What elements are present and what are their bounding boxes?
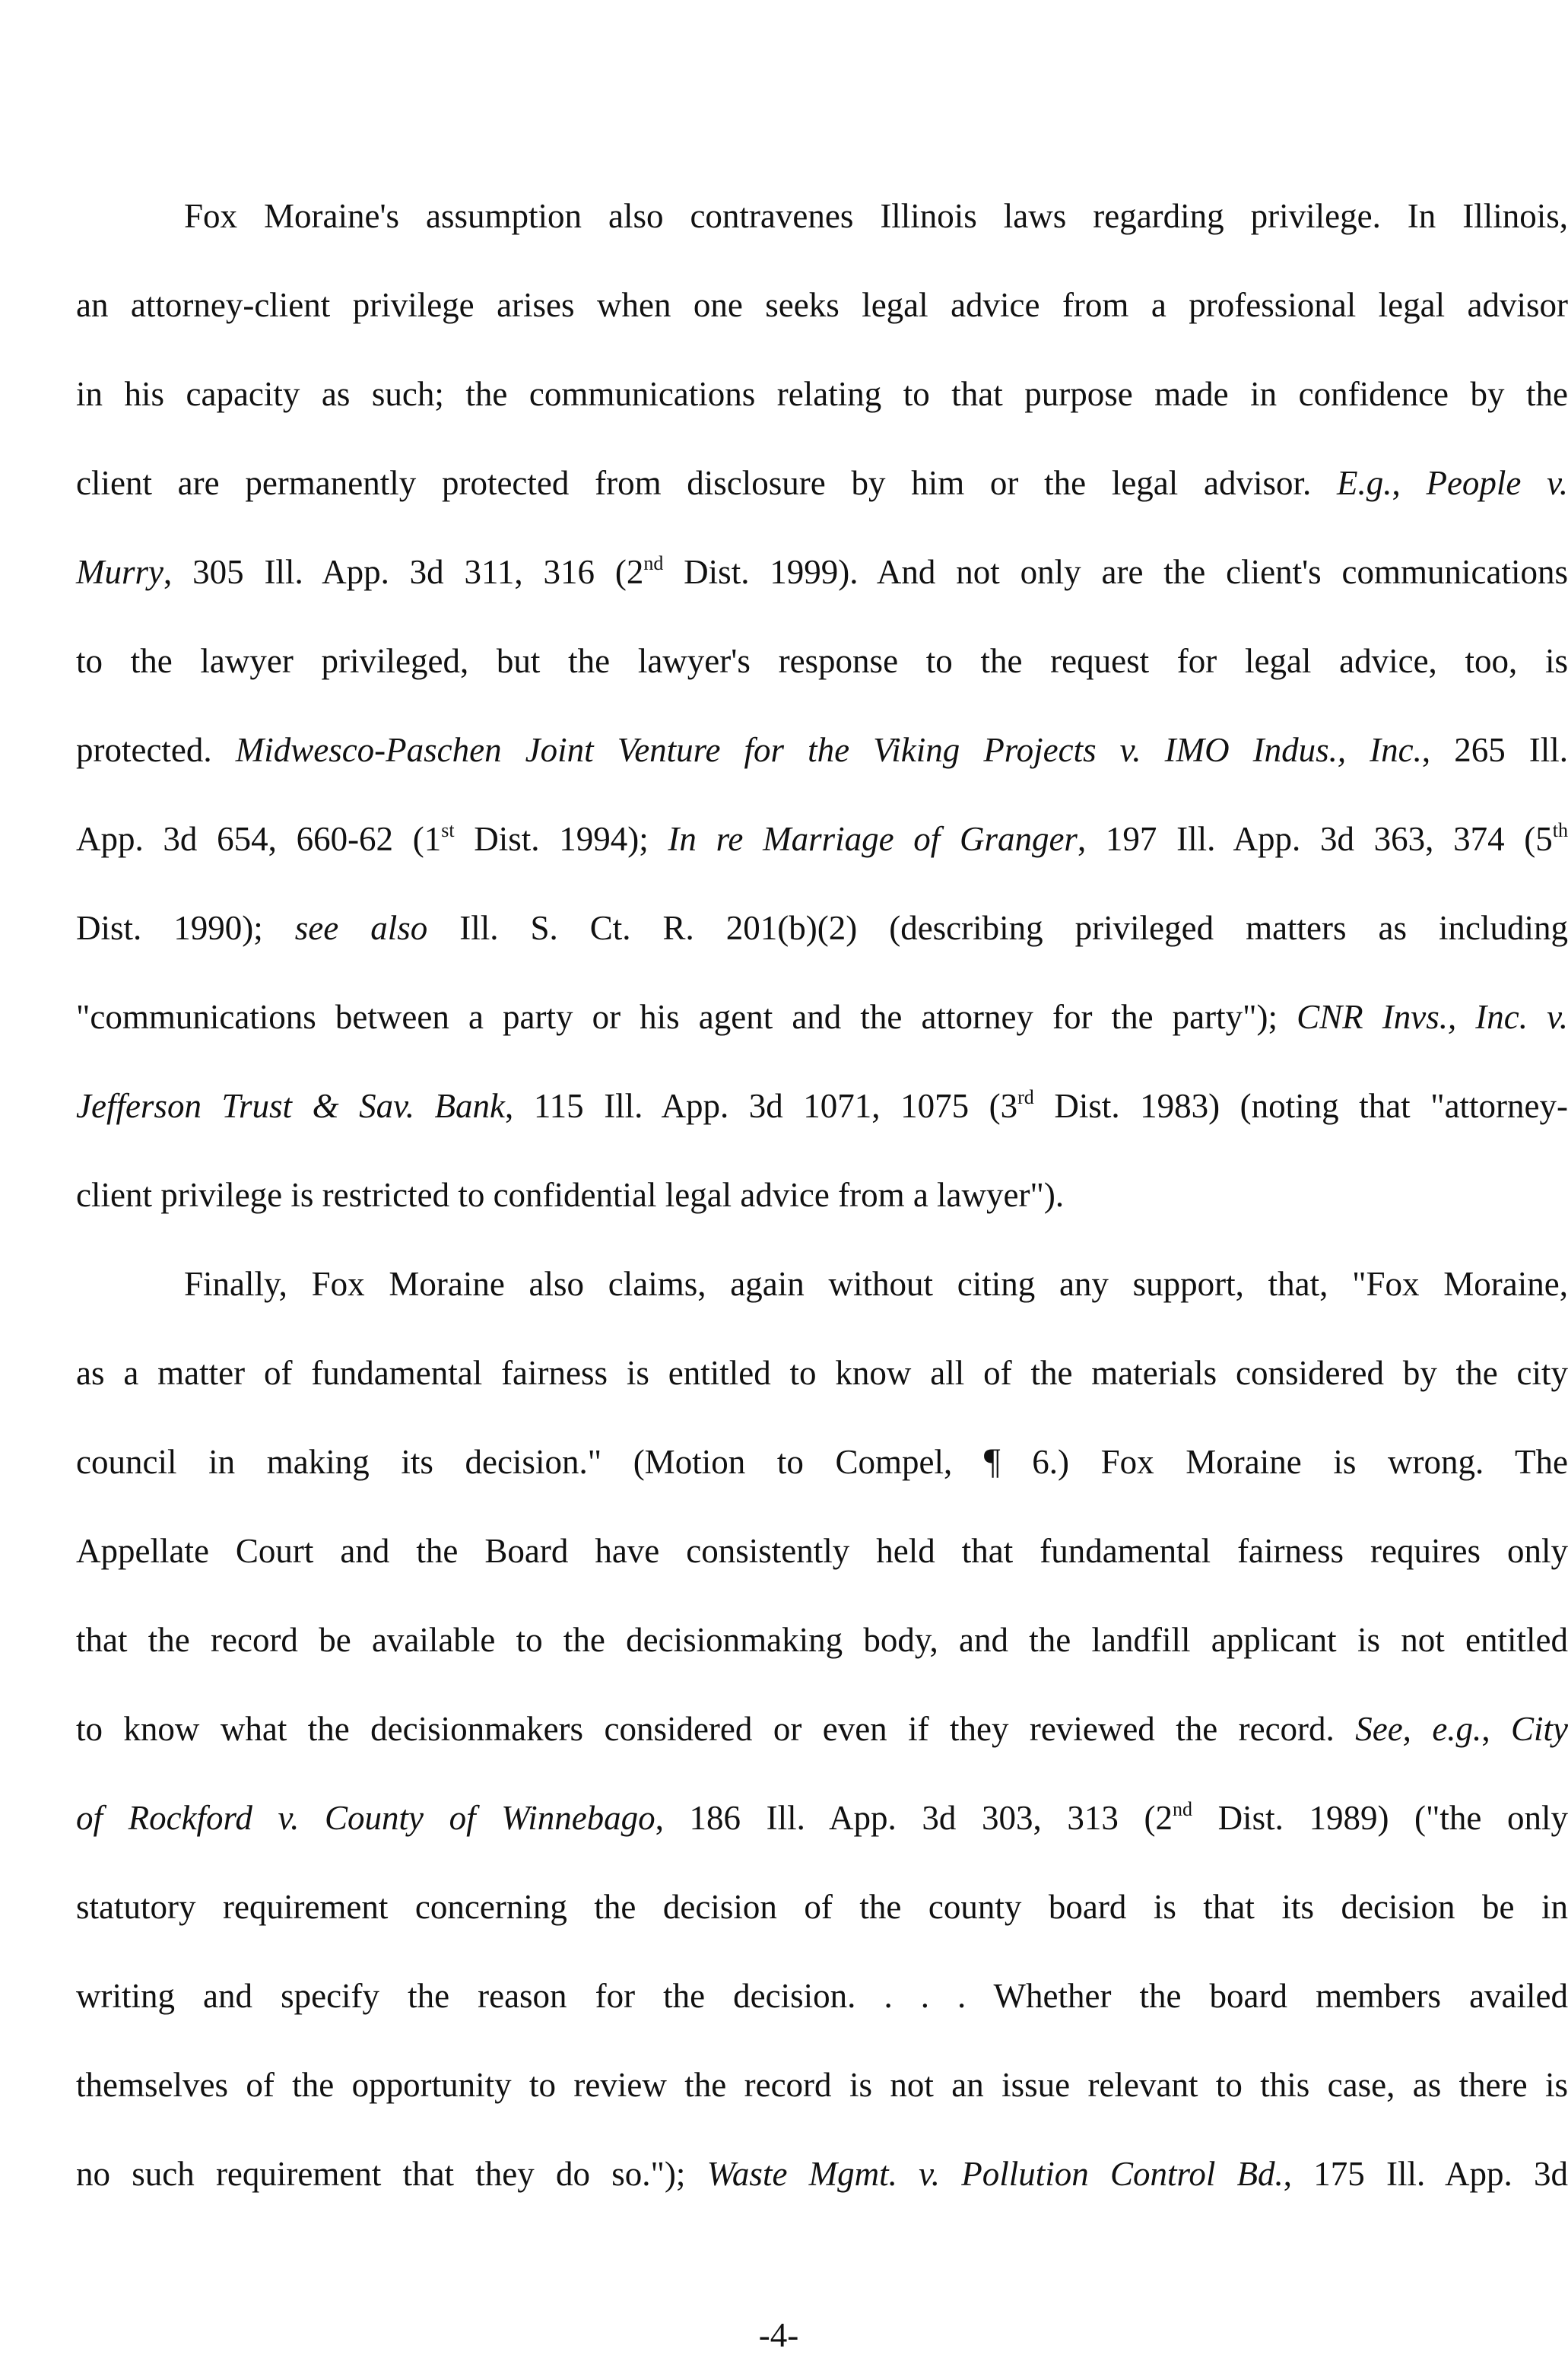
paragraph-mark-icon: ¶	[983, 1441, 1001, 1482]
paragraph-1-line-5	[76, 549, 1568, 595]
paragraph-2-line-2	[76, 1350, 1568, 1396]
text-run: Dist. 1990);	[76, 909, 295, 947]
citation-italic: E.g.	[1336, 464, 1392, 502]
text-run: "communications between a party or his agent and the attorney for the party");	[76, 998, 1297, 1036]
text-run: , 175 Ill. App. 3d	[1283, 2155, 1568, 2193]
text-run: that the record be available to the decisionmaking body, and the landfill applicant is not entitled	[76, 1621, 1568, 1659]
citation-italic: see also	[294, 909, 428, 947]
text-run: to the lawyer privileged, but the lawyer's response to the request for legal advice, too, is	[76, 642, 1568, 680]
ordinal-suffix: st	[441, 819, 455, 841]
text-run: , 265 Ill.	[1421, 731, 1568, 769]
paragraph-1-line-12	[76, 1172, 1568, 1218]
paragraph-1-line-8	[76, 816, 1568, 862]
text-run: Finally, Fox Moraine also claims, again without citing any support, that, "Fox Moraine,	[184, 1265, 1568, 1303]
citation-italic: Murry	[76, 553, 163, 591]
text-run: as a matter of fundamental fairness is entitled to know all of the materials considered by the city	[76, 1354, 1568, 1392]
text-run: ,	[1481, 1710, 1511, 1748]
ordinal-suffix: nd	[643, 552, 664, 574]
citation-italic: of Rockford v. County of Winnebago	[76, 1799, 655, 1837]
paragraph-1-line-4	[76, 460, 1568, 506]
citation-italic: People v.	[1426, 464, 1568, 502]
ordinal-suffix: rd	[1017, 1086, 1034, 1108]
text-run: App. 3d 654, 660-62 (1	[76, 820, 442, 858]
text-run: an attorney-client privilege arises when one seeks legal advice from a professional legal advisor	[76, 286, 1568, 324]
text-run: themselves of the opportunity to review the record is not an issue relevant to this case, as there is	[76, 2066, 1568, 2104]
text-run: Dist. 1999). And not only are the client's communications	[663, 553, 1568, 591]
paragraph-2-line-5	[76, 1617, 1568, 1663]
text-run: no such requirement that they do so.");	[76, 2155, 707, 2193]
citation-italic: City	[1511, 1710, 1568, 1748]
paragraph-1-line-6	[76, 638, 1568, 684]
ordinal-suffix: th	[1552, 819, 1568, 841]
citation-italic: Jefferson Trust & Sav. Bank	[76, 1087, 506, 1125]
text-run: Dist. 1983) (noting that "attorney-	[1033, 1087, 1568, 1125]
paragraph-2-line-11	[76, 2151, 1568, 2197]
paragraph-1-line-7	[76, 727, 1568, 773]
text-run: , 186 Ill. App. 3d 303, 313 (2	[655, 1799, 1173, 1837]
citation-italic: CNR Invs., Inc. v.	[1297, 998, 1568, 1036]
paragraph-2-line-9	[76, 1973, 1568, 2019]
citation-italic: Midwesco-Paschen Joint Venture for the Viking Projects v. IMO Indus., Inc.	[235, 731, 1422, 769]
text-run: Ill. S. Ct. R. 201(b)(2) (describing privileged matters as including	[427, 909, 1568, 947]
ordinal-suffix: nd	[1172, 1798, 1192, 1820]
text-run: , 305 Ill. App. 3d 311, 316 (2	[163, 553, 644, 591]
paragraph-1-line-1	[184, 193, 1568, 239]
text-run: protected.	[76, 731, 236, 769]
text-run: statutory requirement concerning the decision of the county board is that its decision be in	[76, 1888, 1568, 1926]
text-run: writing and specify the reason for the decision. . . . Whether the board members availed	[76, 1977, 1568, 2015]
text-run: to know what the decisionmakers considered or even if they reviewed the record.	[76, 1710, 1356, 1748]
citation-italic: Waste Mgmt. v. Pollution Control Bd.	[706, 2155, 1284, 2193]
paragraph-1-line-10	[76, 994, 1568, 1040]
text-run: ,	[1392, 464, 1427, 502]
page-number: -4-	[758, 2316, 799, 2354]
paragraph-2-line-1	[184, 1261, 1568, 1307]
paragraph-2-line-8	[76, 1884, 1568, 1930]
text-run: 6.) Fox Moraine is wrong. The	[1000, 1443, 1568, 1481]
text-run: client are permanently protected from disclosure by him or the legal advisor.	[76, 464, 1337, 502]
text-run: , 197 Ill. App. 3d 363, 374 (5	[1077, 820, 1553, 858]
paragraph-2-line-6	[76, 1706, 1568, 1752]
paragraph-1-line-11	[76, 1083, 1568, 1129]
paragraph-2-line-4	[76, 1528, 1568, 1574]
citation-italic: See, e.g.	[1355, 1710, 1482, 1748]
text-run: Dist. 1994);	[454, 820, 668, 858]
text-run: council in making its decision." (Motion to Compel,	[76, 1443, 984, 1481]
text-run: Appellate Court and the Board have consistently held that fundamental fairness requires only	[76, 1532, 1568, 1570]
text-run: in his capacity as such; the communications relating to that purpose made in confidence by the	[76, 375, 1568, 413]
paragraph-1-line-9	[76, 905, 1568, 951]
paragraph-2-line-7	[76, 1795, 1568, 1841]
text-run: Fox Moraine's assumption also contravenes Illinois laws regarding privilege. In Illinois,	[184, 197, 1568, 235]
text-run: , 115 Ill. App. 3d 1071, 1075 (3	[505, 1087, 1018, 1125]
citation-italic: In re Marriage of Granger	[668, 820, 1078, 858]
text-run: Dist. 1989) ("the only	[1192, 1799, 1568, 1837]
text-run: client privilege is restricted to confidential legal advice from a lawyer").	[76, 1176, 1065, 1214]
paragraph-1-line-3	[76, 371, 1568, 417]
paragraph-2-line-10	[76, 2062, 1568, 2108]
paragraph-2-line-3	[76, 1439, 1568, 1485]
paragraph-1-line-2	[76, 282, 1568, 328]
